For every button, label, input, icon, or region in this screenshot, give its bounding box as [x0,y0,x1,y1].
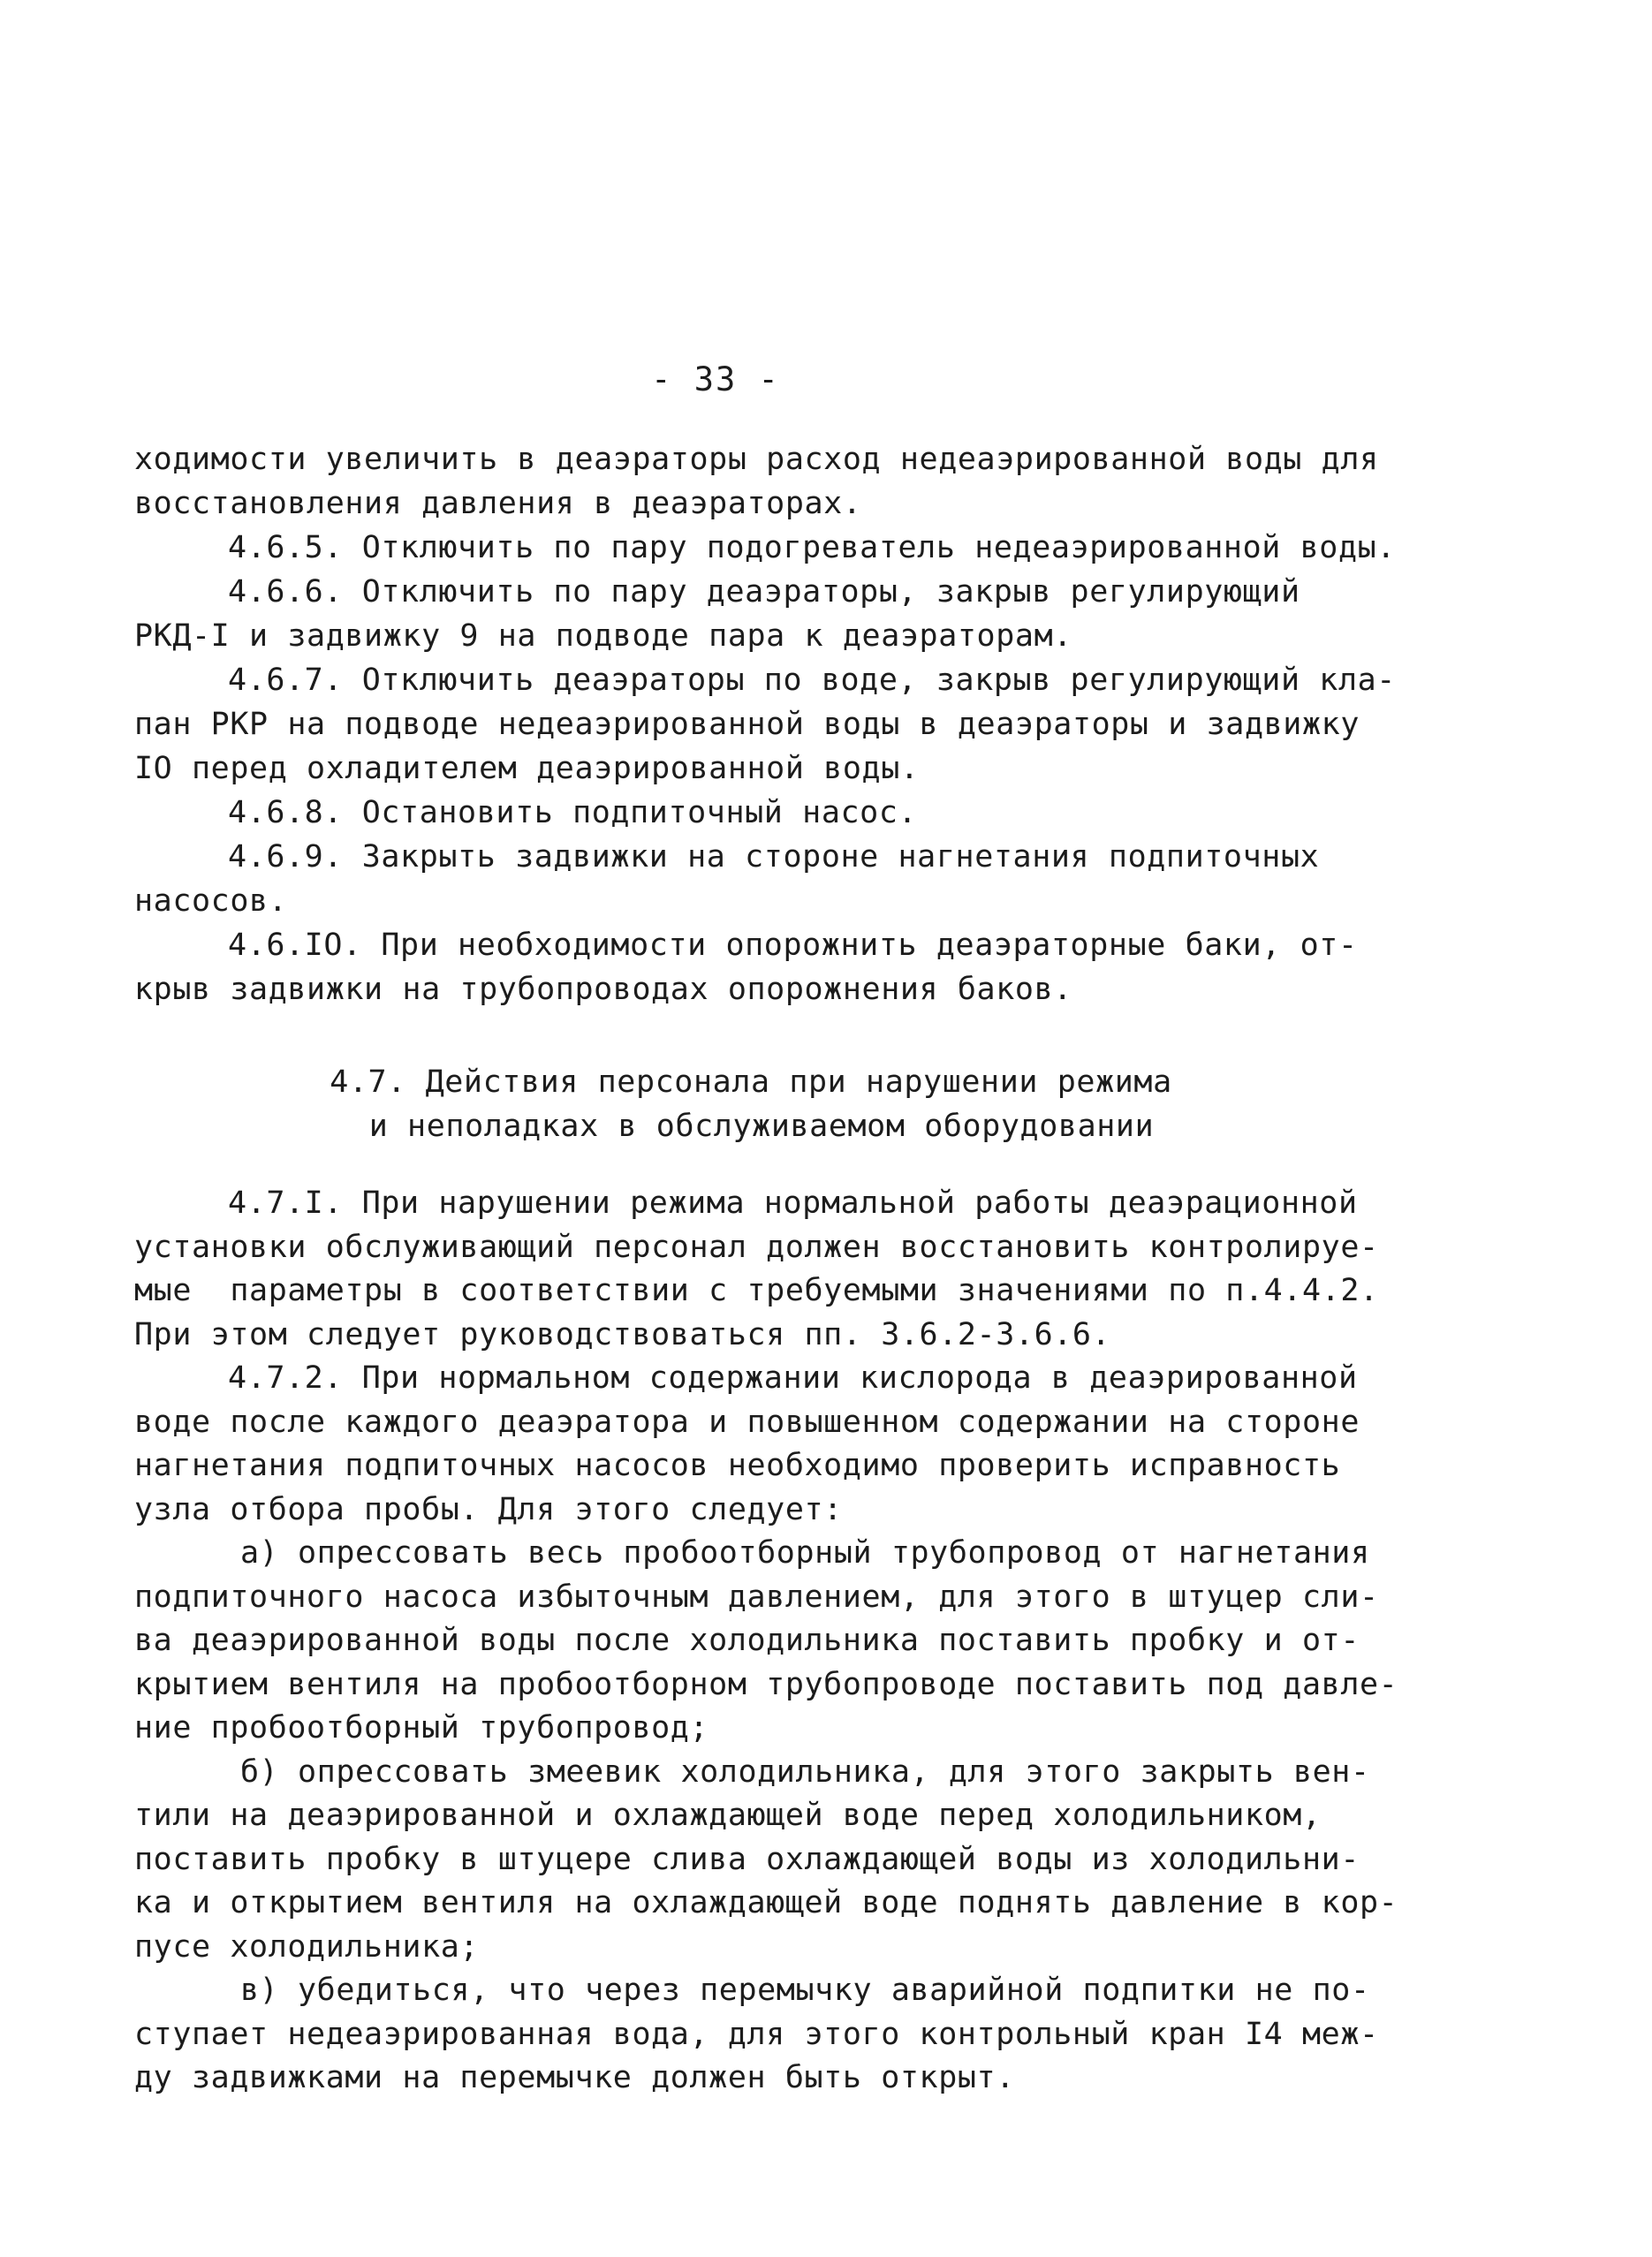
text-line: пусе холодильника; [134,1928,480,1965]
list-item-b: б) опрессовать змеевик холодильника, для этого закрыть вен- [240,1753,1370,1790]
clause-4-6-5: 4.6.5. Отключить по пару подогреватель недеаэрированной воды. [228,530,1396,565]
section-heading-4-7 [0,1060,1502,1148]
clause-4-7-1: 4.7.I. При нарушении режима нормальной работы деаэрационной [228,1185,1358,1221]
text-line: нагнетания подпиточных насосов необходимо проверить исправность [134,1448,1341,1483]
clause-4-6-8: 4.6.8. Остановить подпиточный насос. [228,795,918,830]
text-line: РКД-I и задвижку 9 на подводе пара к деаэраторам. [134,618,1072,654]
heading-line: и неполадках в обслуживаемом оборудовании [368,1109,1155,1144]
text-line: ва деаэрированной воды после холодильника поставить пробку и от- [134,1623,1360,1658]
text-line: установки обслуживающий персонал должен восстановить контролируе- [134,1229,1379,1265]
text-line: подпиточного насоса избыточным давлением, для этого в штуцер сли- [134,1579,1379,1615]
text-line: ка и открытием вентиля на охлаждающей воде поднять давление в кор- [134,1885,1398,1920]
text-line: насосов. [134,883,288,919]
list-item-c: в) убедиться, что через перемычку аварийной подпитки не по- [240,1973,1370,2008]
clause-4-6-7: 4.6.7. Отключить деаэраторы по воде, закрыв регулирующий кла- [228,663,1396,698]
text-line: пан РКР на подводе недеаэрированной воды в деаэраторы и задвижку [134,707,1360,742]
text-line: воде после каждого деаэратора и повышенном содержании на стороне [134,1404,1360,1440]
text-line: ходимости увеличить в деаэраторы расход недеаэрированной воды для [134,442,1379,477]
text-line: крытием вентиля на пробоотборном трубопроводе поставить под давле- [134,1666,1398,1702]
text-line: тили на деаэрированной и охлаждающей воде перед холодильником, [134,1798,1322,1833]
list-item-a: а) опрессовать весь пробоотборный трубопровод от нагнетания [240,1535,1370,1571]
text-line: поставить пробку в штуцере слива охлаждающей воды из холодильни- [134,1841,1360,1877]
text-line: При этом следует руководствоваться пп. 3.6.2-3.6.6. [134,1316,1111,1352]
clause-4-7-2: 4.7.2. При нормальном содержании кислорода в деаэрированной [228,1360,1358,1396]
heading-line: 4.7. Действия персонала при нарушении режима [330,1064,1172,1100]
clause-4-6-9: 4.6.9. Закрыть задвижки на стороне нагнетания подпиточных [228,839,1320,875]
page-number: - 33 - [651,360,780,398]
text-line: ступает недеаэрированная вода, для этого контрольный кран I4 меж- [134,2016,1379,2052]
section-4-6-text [134,437,1396,1011]
text-line: мые параметры в соответствии с требуемыми значениями по п.4.4.2. [134,1273,1379,1308]
text-line: ду задвижками на перемычке должен быть открыт. [134,2060,1015,2095]
section-4-7-text [134,1182,1398,2101]
text-line: восстановления давления в деаэраторах. [134,486,862,521]
text-line: крыв задвижки на трубопроводах опорожнения баков. [134,972,1072,1007]
clause-4-6-6: 4.6.6. Отключить по пару деаэраторы, закрыв регулирующий [228,574,1300,610]
text-line: ние пробоотборный трубопровод; [134,1710,709,1746]
text-line: узла отбора пробы. Для этого следует: [134,1491,843,1527]
clause-4-6-10: 4.6.IO. При необходимости опорожнить деаэраторные баки, от- [228,928,1358,963]
text-line: IO перед охладителем деаэрированной воды. [134,751,920,786]
